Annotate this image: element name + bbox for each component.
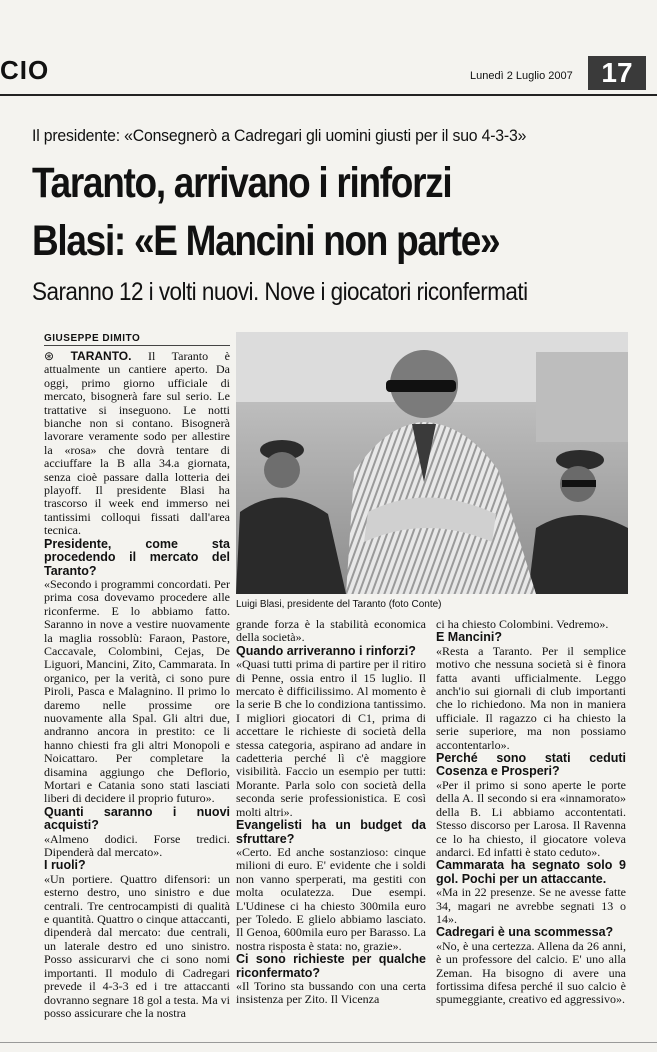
question: Perché sono stati ceduti Cosenza e Prosperi? xyxy=(436,751,626,779)
article-column-1 xyxy=(44,350,230,1020)
headline-line-2: Blasi: «E Mancini non parte» xyxy=(32,217,500,265)
question: Quando arriveranno i rinforzi? xyxy=(236,643,416,658)
bottom-rule xyxy=(0,1042,657,1043)
answer: «Per il primo si sono aperte le porte della A. Il secondo si era «innamorato» della B. Li abbiamo accontentati. Stesso discorso per Larosa. Il Ravenna ce lo ha chiesto, il giocatore voleva andarci. Ed infatti è stato ceduto». xyxy=(436,777,626,859)
answer: «Quasi tutti prima di partire per il ritiro di Penne, ossia entro il 15 luglio. Il mercato è difficilissimo. Al momento è la serie B che lo condiziona tantissimo. I migliori giocatori di C1, prima di accettare le richieste di società della stessa categoria, aspirano ad andare in cadetteria perché lì c'è maggiore visibilità. Faccio un esempio per tutti: Morante. Parla solo con società della seconda serie professionistica. E così molti altri». xyxy=(236,657,426,819)
answer: «Almeno dodici. Forse tredici. Dipenderà dal mercato». xyxy=(44,831,230,860)
subheadline: Saranno 12 i volti nuovi. Nove i giocatori riconfermati xyxy=(32,278,528,306)
question: I ruoli? xyxy=(44,858,86,873)
lead-paragraph xyxy=(44,350,230,538)
kicker: Il presidente: «Consegnerò a Cadregari gli uomini giusti per il suo 4-3-3» xyxy=(32,126,527,145)
dateline-icon: ⊛ xyxy=(44,349,71,363)
section-label: CIO xyxy=(0,55,50,85)
answer: «Secondo i programmi concordati. Per prima cosa dovevamo procedere alle riconferme. E lo abbiamo fatto. Saranno in nove a vestire nuovamente la maglia rossoblù: Faraon, Pastore, Caccavale, Colombini, Cejas, De Liguori, Mancini, Zito, Cammarata. In organico, per la verità, ci sono pure Piroli, Pasca e Malagnino. Il primo lo daremo nelle prossime ore nuovamente alla Spal. Gli altri due, andranno ancora in prestito: ce li hanno chiesti fra gli altri Monopoli e Noicattaro. Per completare la disamina aggiungo che Deflorio, Mortari e Catania sono stati lasciati liberi di decidere il proprio futuro». xyxy=(44,576,230,806)
byline-rule xyxy=(44,345,230,346)
question: Quanti saranno i nuovi acquisti? xyxy=(44,804,230,833)
answer: «Il Torino sta bussando con una certa insistenza per Zito. Il Vicenza xyxy=(236,978,426,1007)
lead-text: Il Taranto è attualmente un cantiere aperto. Da oggi, primo giorno ufficiale di mercato, bisognerà fare sul serio. Le trattative si inseguono. Le notti bianche non si contano. Bisognerà lavorare veramente sodo per allestire la «rosa» che dovrà tentare di acciuffare la B alla 34.a giornata, senza cioè passare dalla lotteria dei playoff. Il presidente Blasi ha trascorso il week end immerso nei tantissimi colloqui fissati dall'area tecnica. xyxy=(44,349,230,538)
page-number: 17 xyxy=(588,56,646,90)
article-column-3 xyxy=(436,618,626,1007)
answer: «Ma in 22 presenze. Se ne avesse fatte 34, magari ne avrebbe segnati 13 o 14». xyxy=(436,885,626,926)
issue-date: Lunedì 2 Luglio 2007 xyxy=(470,70,573,82)
question: Cammarata ha segnato solo 9 gol. Pochi per un attaccante. xyxy=(436,858,626,886)
dateline: TARANTO. xyxy=(70,349,132,363)
article-column-2 xyxy=(236,618,426,1007)
photo-illustration xyxy=(236,332,628,594)
question: Cadregari è una scommessa? xyxy=(436,925,614,940)
byline: GIUSEPPE DIMITO xyxy=(44,333,141,344)
header-rule xyxy=(0,94,657,96)
answer: ci ha chiesto Colombini. Vedremo». xyxy=(436,617,609,631)
answer: «Un portiere. Quattro difensori: un esterno destro, uno sinistro e due centrali. Tre centrocampisti di qualità e quantità. Quattro o cinque attaccanti, dipenderà dal mercato: due centrali, un laterale destro ed uno sinistro. Posso assicurarvi che ci sono nomi importanti. Il modulo di Cadregari prevede il 4-3-3 ed i tre attaccanti dovranno segnare 18 gol a testa. Ma vi posso assicurare che la nostra xyxy=(44,871,230,1020)
answer: grande forza è la stabilità economica della società». xyxy=(236,617,426,645)
answer: «Certo. Ed anche sostanzioso: cinque milioni di euro. E' evidente che i soldi non vanno sperperati, ma gestiti con molta oculatezza. Due esempi. L'Udinese ci ha chiesto 300mila euro per Toledo. E glielo abbiamo lasciato. Il Genoa, 600mila euro per Barasso. La nostra risposta è stata: no, grazie». xyxy=(236,844,426,953)
headline-line-1: Taranto, arrivano i rinforzi xyxy=(32,159,452,207)
answer: «Resta a Taranto. Per il semplice motivo che nessuna società si è finora fatta avanti ufficialmente. Leggo anch'io sui giornali di club importanti che lo richiedono. Ma non in maniera ufficiale. Il ragazzo ci ha chiesto la serie superiore, ma non possiamo accontentarlo». xyxy=(436,643,626,752)
question: Presidente, come sta procedendo il mercato del Taranto? xyxy=(44,536,230,578)
article-photo xyxy=(236,332,628,594)
question: Ci sono richieste per qualche riconfermato? xyxy=(236,952,426,980)
answer: «No, è una certezza. Allena da 26 anni, è un professore del calcio. E' uno alla Zeman. Ha bisogno di avere una fortissima difesa perché il suo calcio è spumeggiante, creativo ed aggressivo». xyxy=(436,938,626,1007)
photo-caption: Luigi Blasi, presidente del Taranto (foto Conte) xyxy=(236,599,442,610)
question: E Mancini? xyxy=(436,630,502,645)
question: Evangelisti ha un budget da sfruttare? xyxy=(236,818,426,846)
